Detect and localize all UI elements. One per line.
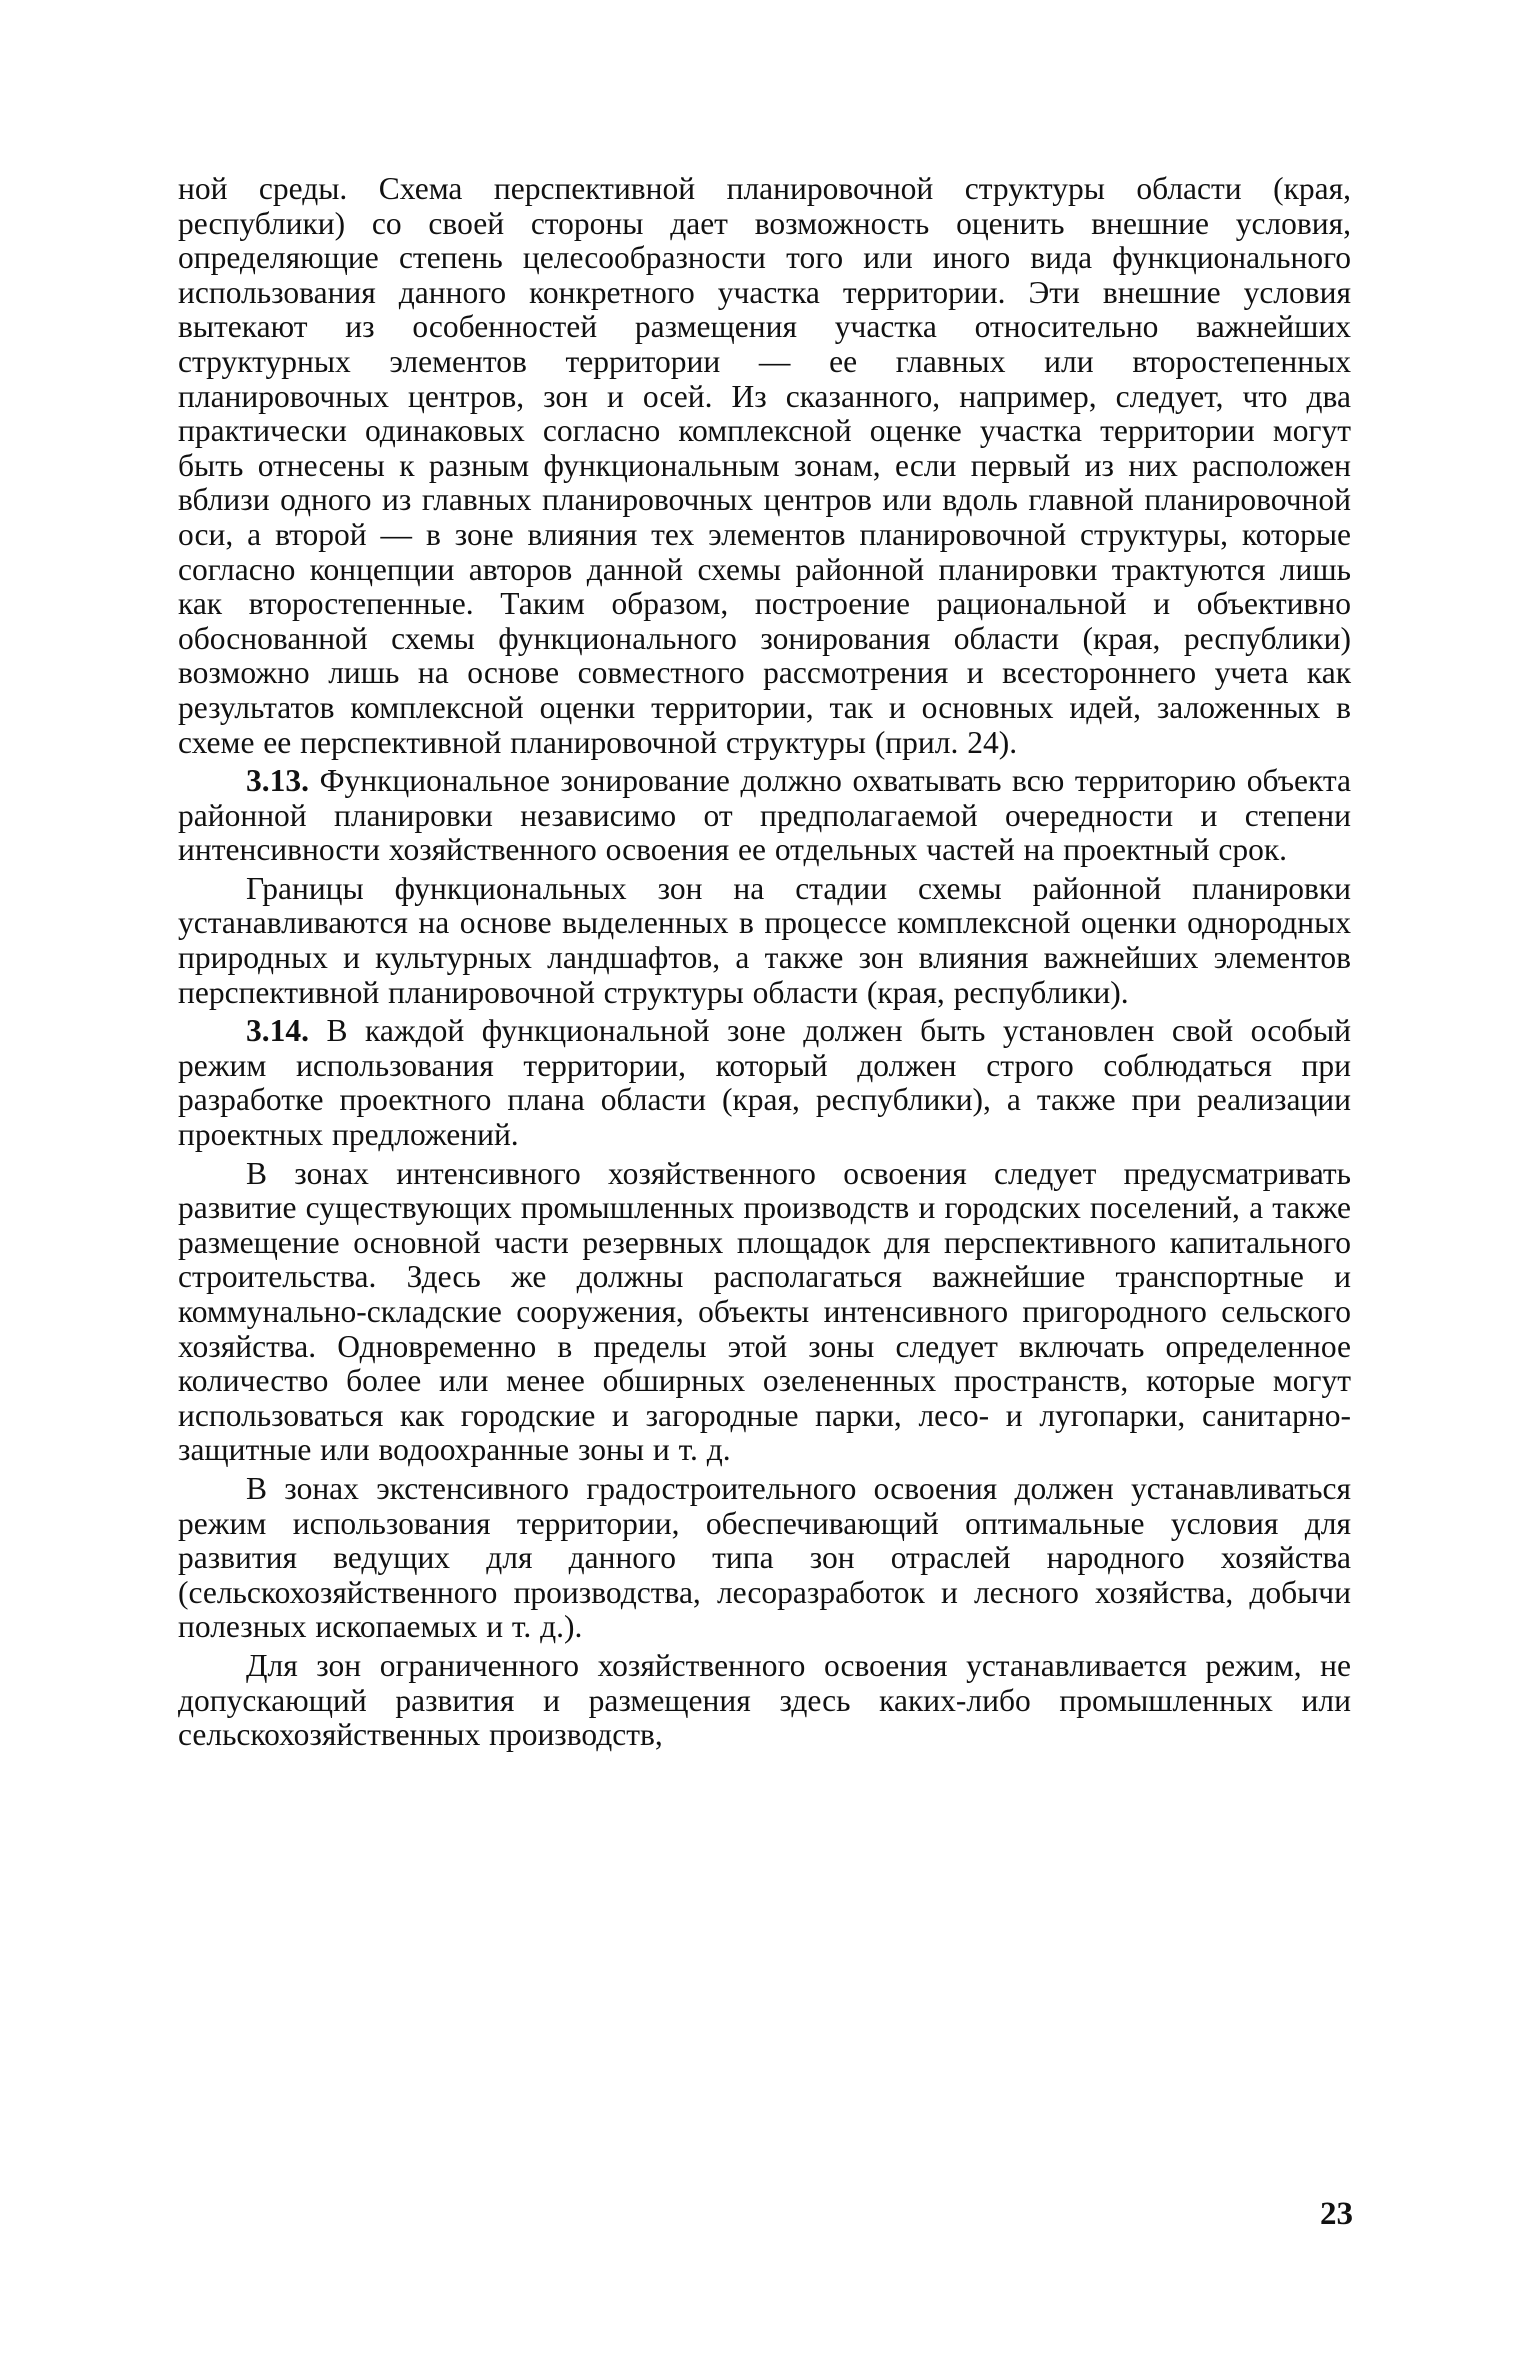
- paragraph-3-13: [178, 764, 1351, 868]
- paragraph-text: В каждой функциональной зоне должен быть установлен свой особый режим использования территории, который должен строго соблюдаться при разработке проектного плана области (края, республики), а также при реализации проектных предложений.: [178, 1013, 1351, 1153]
- paragraph-text: ной среды. Схема перспективной планировочной структуры области (края, республики) со своей стороны дает возможность оценить внешние условия, определяющие степень целесообразности того или иного вида функционального использования данного конкретного участка территории. Эти внешние условия вытекают из особенностей размещения участка относительно важнейших структурных элементов территории — ее главных или второстепенных планировочных центров, зон и осей. Из сказанного, например, следует, что два практически одинаковых согласно комплексной оценке участка территории могут быть отнесены к разным функциональным зонам, если первый из них расположен вблизи одного из главных планировочных центров или вдоль главной планировочной оси, а второй — в зоне влияния тех элементов планировочной структуры, которые согласно концепции авторов данной схемы районной планировки трактуются лишь как второстепенные. Таким образом, построение рациональной и объективно обоснованной схемы функционального зонирования области (края, республики) возможно лишь на основе совместного рассмотрения и всестороннего учета как результатов комплексной оценки территории, так и основных идей, заложенных в схеме ее перспективной планировочной структуры (прил. 24).: [178, 171, 1351, 760]
- paragraph-text: Функциональное зонирование должно охватывать всю территорию объекта районной планировки независимо от предполагаемой очередности и степени интенсивности хозяйственного освоения ее отдельных частей на проектный срок.: [178, 763, 1351, 868]
- page-number: 23: [1320, 2196, 1353, 2232]
- document-page: [178, 172, 1351, 1753]
- paragraph-text: В зонах экстенсивного градостроительного освоения должен устанавливаться режим использования территории, обеспечивающий оптимальные условия для развития ведущих для данного типа зон отраслей народного хозяйства (сельскохозяйственного производства, лесоразработок и лесного хозяйства, добычи полезных ископаемых и т. д.).: [178, 1470, 1351, 1645]
- section-number: 3.14.: [246, 1013, 309, 1049]
- paragraph-continuation: [178, 172, 1351, 760]
- paragraph-text: Для зон ограниченного хозяйственного освоения устанавливается режим, не допускающий развития и размещения здесь каких-либо промышленных или сельскохозяйственных производств,: [178, 1647, 1351, 1753]
- paragraph-3-14: [178, 1014, 1351, 1152]
- paragraph-text: Границы функциональных зон на стадии схемы районной планировки устанавливаются на основе выделенных в процессе комплексной оценки однородных природных и культурных ландшафтов, а также зон влияния важнейших элементов перспективной планировочной структуры области (края, республики).: [178, 870, 1351, 1010]
- paragraph-text: В зонах интенсивного хозяйственного освоения следует предусматривать развитие существующих промышленных производств и городских поселений, а также размещение основной части резервных площадок для перспективного капитального строительства. Здесь же должны располагаться важнейшие транспортные и коммунально-складские сооружения, объекты интенсивного пригородного сельского хозяйства. Одновременно в пределы этой зоны следует включать определенное количество более или менее обширных озелененных пространств, которые могут использоваться как городские и загородные парки, лесо- и лугопарки, санитарно-защитные или водоохранные зоны и т. д.: [178, 1155, 1351, 1468]
- paragraph-zone-boundaries: [178, 872, 1351, 1010]
- paragraph-extensive-zones: [178, 1472, 1351, 1645]
- paragraph-limited-zones: [178, 1649, 1351, 1753]
- paragraph-intensive-zones: [178, 1157, 1351, 1468]
- section-number: 3.13.: [246, 763, 309, 799]
